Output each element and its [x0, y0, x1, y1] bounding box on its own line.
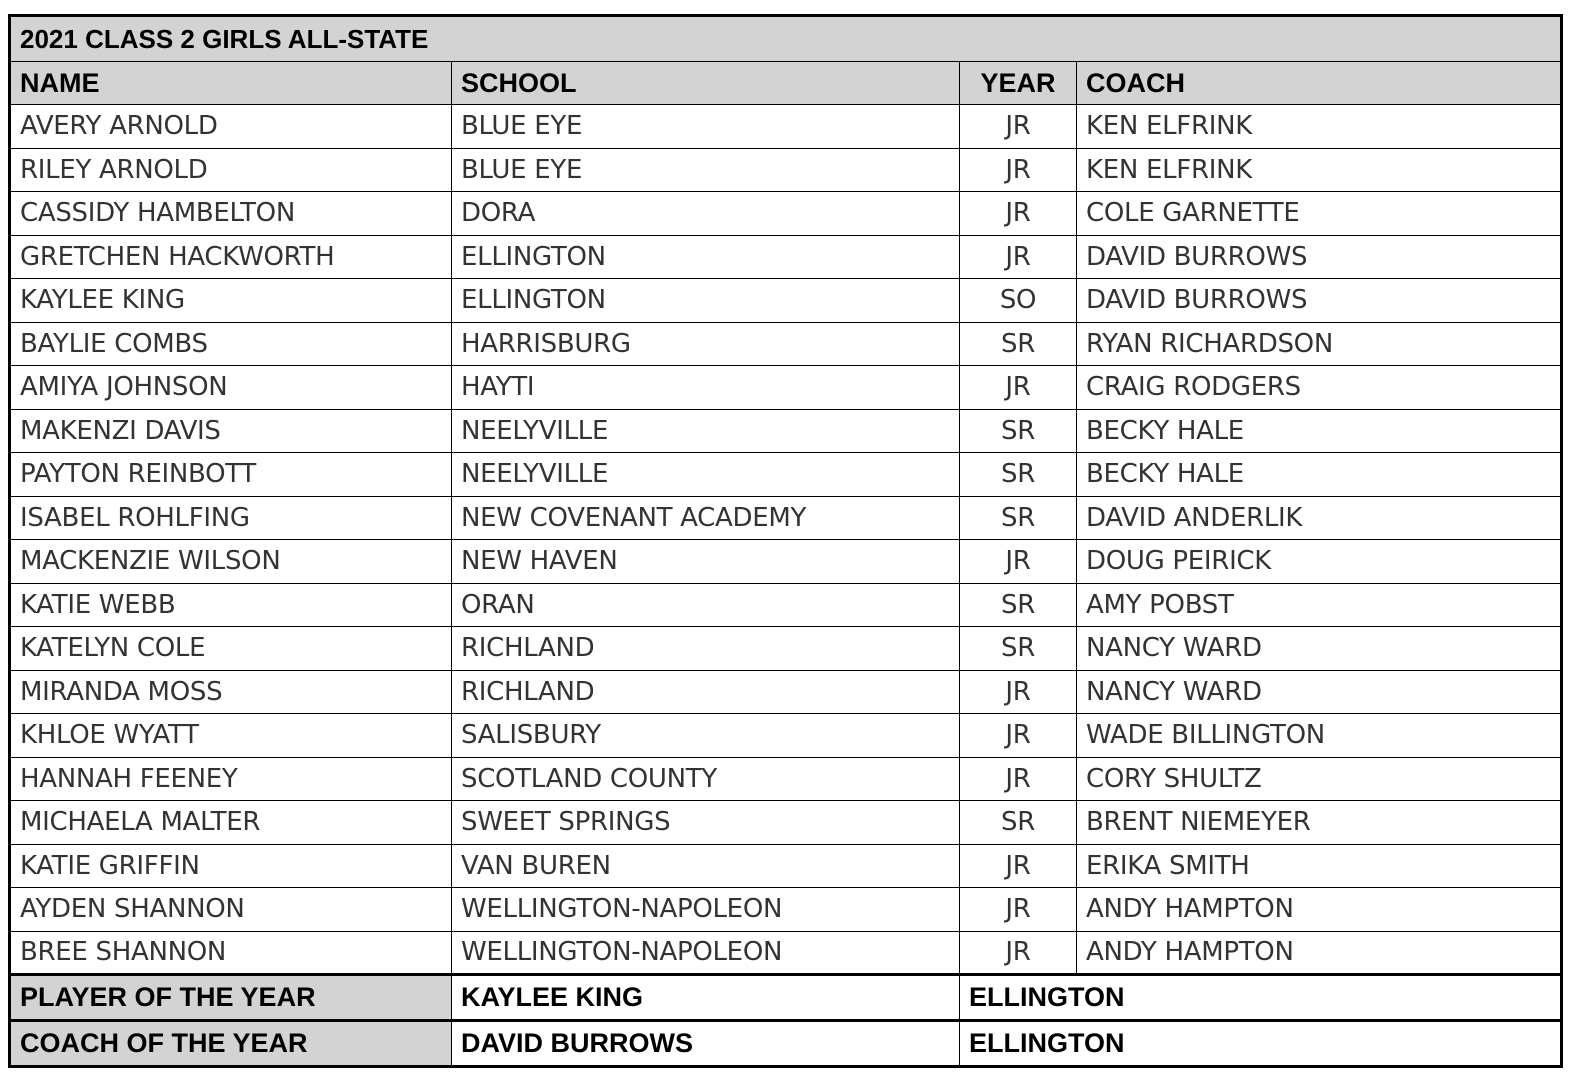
cell-name: MICHAELA MALTER — [10, 801, 452, 845]
cell-year: JR — [960, 714, 1077, 758]
cell-school: BLUE EYE — [452, 148, 960, 192]
cell-year: JR — [960, 105, 1077, 149]
cell-school: RICHLAND — [452, 627, 960, 671]
table-title: 2021 CLASS 2 GIRLS ALL-STATE — [10, 16, 1562, 62]
cell-coach: ANDY HAMPTON — [1077, 931, 1562, 975]
cell-year: SR — [960, 627, 1077, 671]
header-row — [10, 62, 1562, 105]
cell-name: AYDEN SHANNON — [10, 888, 452, 932]
cell-year: SR — [960, 496, 1077, 540]
column-header-school: SCHOOL — [452, 62, 960, 105]
table-row — [10, 540, 1562, 584]
table-row — [10, 844, 1562, 888]
table-row — [10, 409, 1562, 453]
cell-name: GRETCHEN HACKWORTH — [10, 235, 452, 279]
cell-name: AVERY ARNOLD — [10, 105, 452, 149]
cell-year: JR — [960, 540, 1077, 584]
cell-school: ORAN — [452, 583, 960, 627]
table-row — [10, 627, 1562, 671]
column-header-coach: COACH — [1077, 62, 1562, 105]
cell-coach: NANCY WARD — [1077, 670, 1562, 714]
cell-name: KATIE WEBB — [10, 583, 452, 627]
cell-name: BREE SHANNON — [10, 931, 452, 975]
cell-name: RILEY ARNOLD — [10, 148, 452, 192]
cell-name: KATIE GRIFFIN — [10, 844, 452, 888]
cell-year: SR — [960, 801, 1077, 845]
table-row — [10, 496, 1562, 540]
cell-school: NEW HAVEN — [452, 540, 960, 584]
cell-name: MIRANDA MOSS — [10, 670, 452, 714]
table-row — [10, 931, 1562, 975]
player-of-year-school: ELLINGTON — [960, 975, 1562, 1021]
cell-school: SCOTLAND COUNTY — [452, 757, 960, 801]
column-header-name: NAME — [10, 62, 452, 105]
cell-year: JR — [960, 844, 1077, 888]
cell-year: JR — [960, 192, 1077, 236]
table-row — [10, 714, 1562, 758]
cell-name: MAKENZI DAVIS — [10, 409, 452, 453]
cell-school: ELLINGTON — [452, 279, 960, 323]
table-row — [10, 322, 1562, 366]
cell-school: NEELYVILLE — [452, 409, 960, 453]
cell-school: DORA — [452, 192, 960, 236]
cell-name: MACKENZIE WILSON — [10, 540, 452, 584]
cell-year: JR — [960, 931, 1077, 975]
cell-school: HARRISBURG — [452, 322, 960, 366]
coach-of-year-row — [10, 1021, 1562, 1067]
cell-coach: AMY POBST — [1077, 583, 1562, 627]
cell-coach: COLE GARNETTE — [1077, 192, 1562, 236]
cell-school: NEW COVENANT ACADEMY — [452, 496, 960, 540]
cell-year: JR — [960, 366, 1077, 410]
cell-school: SALISBURY — [452, 714, 960, 758]
cell-year: SR — [960, 409, 1077, 453]
table-row — [10, 888, 1562, 932]
cell-year: SR — [960, 453, 1077, 497]
title-row — [10, 16, 1562, 62]
cell-coach: BECKY HALE — [1077, 453, 1562, 497]
cell-coach: DAVID BURROWS — [1077, 235, 1562, 279]
table-row — [10, 148, 1562, 192]
cell-school: BLUE EYE — [452, 105, 960, 149]
table-row — [10, 453, 1562, 497]
cell-name: ISABEL ROHLFING — [10, 496, 452, 540]
player-of-year-name: KAYLEE KING — [452, 975, 960, 1021]
table-row — [10, 670, 1562, 714]
table-row — [10, 105, 1562, 149]
cell-year: JR — [960, 235, 1077, 279]
coach-of-year-name: DAVID BURROWS — [452, 1021, 960, 1067]
coach-of-year-label: COACH OF THE YEAR — [10, 1021, 452, 1067]
cell-school: WELLINGTON-NAPOLEON — [452, 888, 960, 932]
cell-coach: ERIKA SMITH — [1077, 844, 1562, 888]
cell-year: JR — [960, 757, 1077, 801]
cell-coach: BECKY HALE — [1077, 409, 1562, 453]
cell-coach: BRENT NIEMEYER — [1077, 801, 1562, 845]
player-of-year-label: PLAYER OF THE YEAR — [10, 975, 452, 1021]
cell-coach: CORY SHULTZ — [1077, 757, 1562, 801]
cell-school: SWEET SPRINGS — [452, 801, 960, 845]
table-row — [10, 801, 1562, 845]
table-row — [10, 235, 1562, 279]
cell-coach: ANDY HAMPTON — [1077, 888, 1562, 932]
cell-school: HAYTI — [452, 366, 960, 410]
cell-school: WELLINGTON-NAPOLEON — [452, 931, 960, 975]
cell-coach: DOUG PEIRICK — [1077, 540, 1562, 584]
table-row — [10, 279, 1562, 323]
cell-coach: KEN ELFRINK — [1077, 148, 1562, 192]
cell-coach: KEN ELFRINK — [1077, 105, 1562, 149]
cell-coach: DAVID ANDERLIK — [1077, 496, 1562, 540]
player-of-year-row — [10, 975, 1562, 1021]
cell-name: AMIYA JOHNSON — [10, 366, 452, 410]
column-header-year: YEAR — [960, 62, 1077, 105]
table-row — [10, 583, 1562, 627]
cell-year: SO — [960, 279, 1077, 323]
coach-of-year-school: ELLINGTON — [960, 1021, 1562, 1067]
cell-coach: NANCY WARD — [1077, 627, 1562, 671]
cell-coach: WADE BILLINGTON — [1077, 714, 1562, 758]
cell-coach: RYAN RICHARDSON — [1077, 322, 1562, 366]
cell-name: HANNAH FEENEY — [10, 757, 452, 801]
table-row — [10, 366, 1562, 410]
cell-name: BAYLIE COMBS — [10, 322, 452, 366]
table-row — [10, 757, 1562, 801]
cell-name: KAYLEE KING — [10, 279, 452, 323]
cell-year: SR — [960, 322, 1077, 366]
cell-year: JR — [960, 888, 1077, 932]
cell-school: ELLINGTON — [452, 235, 960, 279]
cell-name: PAYTON REINBOTT — [10, 453, 452, 497]
cell-year: SR — [960, 583, 1077, 627]
cell-school: RICHLAND — [452, 670, 960, 714]
cell-school: NEELYVILLE — [452, 453, 960, 497]
cell-year: JR — [960, 670, 1077, 714]
cell-year: JR — [960, 148, 1077, 192]
cell-name: KHLOE WYATT — [10, 714, 452, 758]
all-state-table — [8, 14, 1563, 1068]
table-row — [10, 192, 1562, 236]
cell-coach: DAVID BURROWS — [1077, 279, 1562, 323]
cell-coach: CRAIG RODGERS — [1077, 366, 1562, 410]
cell-school: VAN BUREN — [452, 844, 960, 888]
cell-name: KATELYN COLE — [10, 627, 452, 671]
cell-name: CASSIDY HAMBELTON — [10, 192, 452, 236]
